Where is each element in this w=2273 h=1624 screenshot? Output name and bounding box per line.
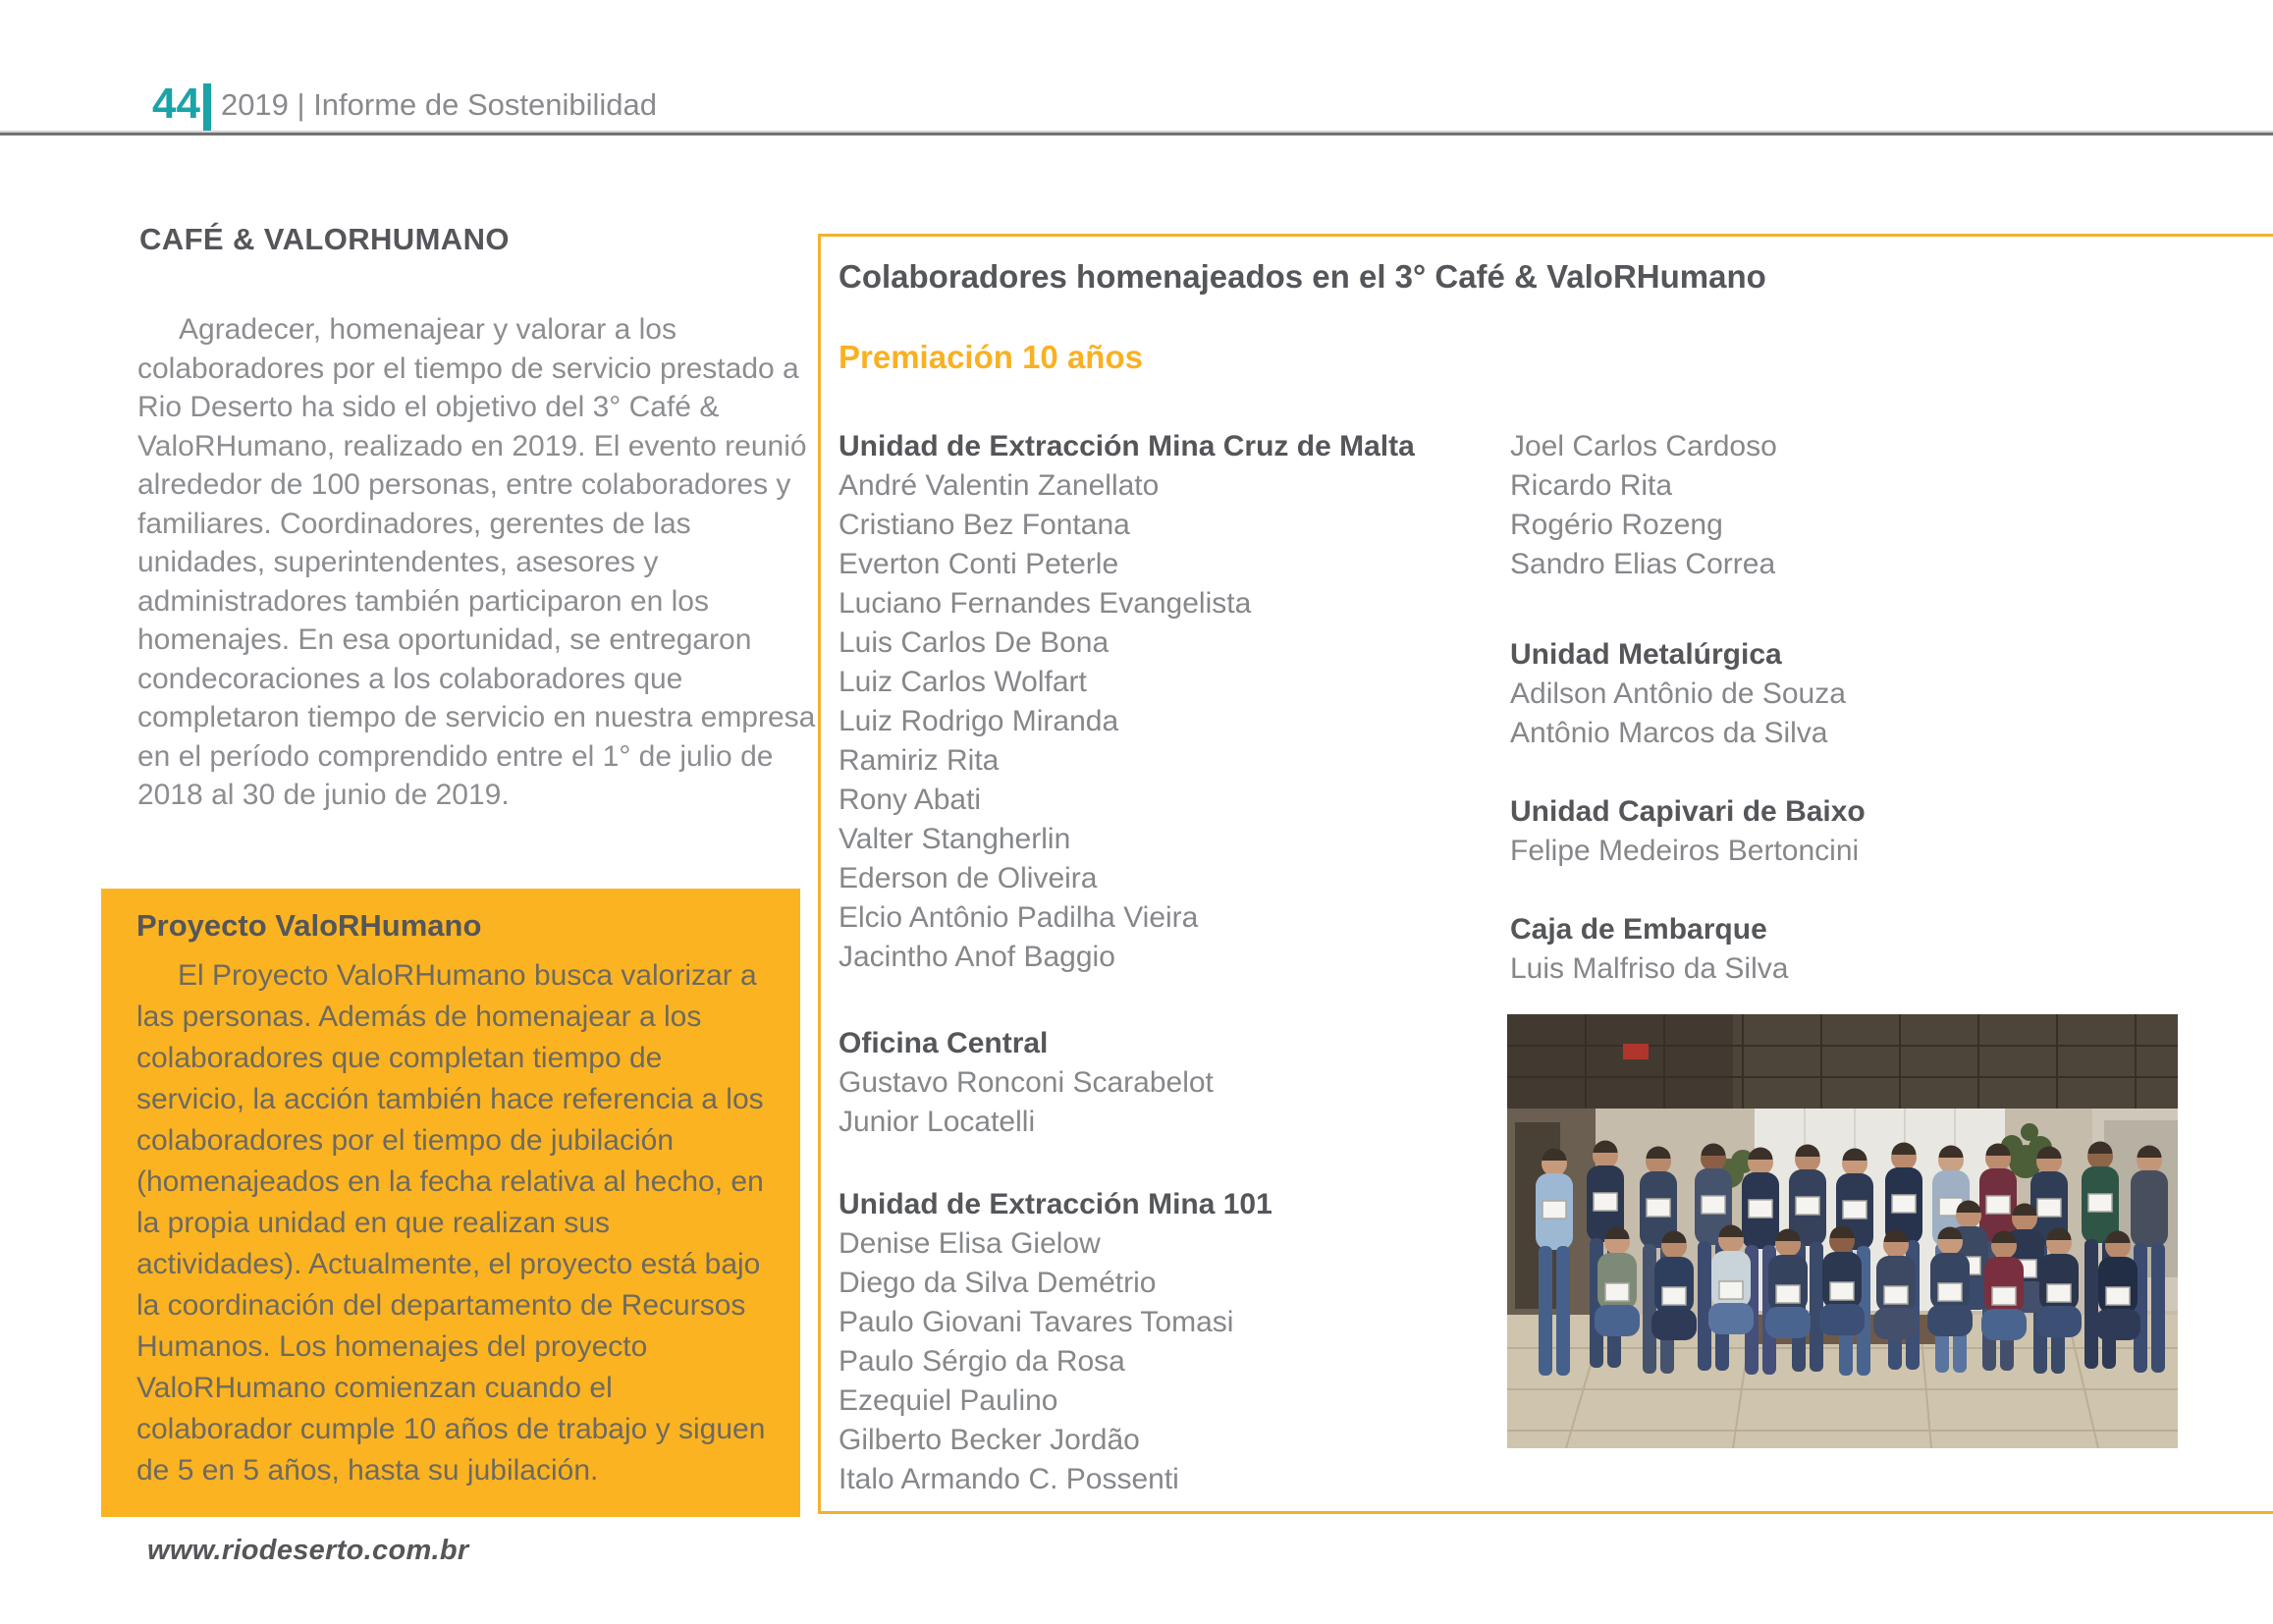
honoree-name: Paulo Giovani Tavares Tomasi [839,1306,1234,1338]
panel-subtitle: Premiación 10 años [839,339,1143,375]
honoree-name: Diego da Silva Demétrio [839,1267,1157,1299]
group-heading: Oficina Central [839,1027,1049,1059]
honoree-name: Ederson de Oliveira [839,862,1098,894]
honoree-name: Antônio Marcos da Silva [1510,717,1828,749]
panel-title: Colaboradores homenajeados en el 3° Café & ValoRHumano [839,258,1766,295]
page-header [152,82,657,126]
honoree-name: Denise Elisa Gielow [839,1227,1101,1260]
honoree-name: Adilson Antônio de Souza [1510,677,1846,710]
header-rule [0,131,2273,135]
honoree-name: Luiz Rodrigo Miranda [839,705,1119,737]
teal-divider-bar [203,83,211,133]
honoree-name: Luis Carlos De Bona [839,626,1109,659]
honoree-name: Elcio Antônio Padilha Vieira [839,901,1199,934]
highlight-box-title: Proyecto ValoRHumano [136,908,482,943]
honoree-name: Luciano Fernandes Evangelista [839,587,1252,620]
honoree-group [839,1024,1496,1142]
honoree-group [839,1185,1496,1499]
honoree-name: Gilberto Becker Jordão [839,1424,1140,1456]
honoree-name: Gustavo Ronconi Scarabelot [839,1066,1214,1099]
footer-url[interactable]: www.riodeserto.com.br [147,1535,469,1566]
honorees-panel [818,234,2273,1514]
honoree-name: Joel Carlos Cardoso [1510,430,1777,462]
honoree-group [1510,635,2148,753]
honoree-name: Ricardo Rita [1510,469,1673,502]
group-heading: Caja de Embarque [1510,913,1767,946]
page-number: 44 [152,80,200,128]
honoree-group [1510,792,2148,871]
honoree-name: Everton Conti Peterle [839,548,1119,580]
section-title: CAFÉ & VALORHUMANO [139,222,510,256]
section-paragraph: Agradecer, homenajear y valorar a los colaboradores por el tiempo de servicio prestado a Rio Deserto ha sido el objetivo del 3° Café & ValoRHumano, realizado en 2019. El evento reunió alrededor de 100 personas, entre colaboradores y familiares. Coordinadores, gerentes de las unidades, superintendentes, asesores y administradores también participaron en los homenajes. En esa oportunidad, se entregaron condecoraciones a los colaboradores que completaron tiempo de servicio en nuestra empresa en el período comprendido entre el 1° de julio de 2018 al 30 de junio de 2019. [137,313,816,811]
honorees-column-2 [1510,427,2148,989]
honoree-name: Felipe Medeiros Bertoncini [1510,835,1860,867]
honoree-name: Rony Abati [839,784,982,816]
honoree-name: Luiz Carlos Wolfart [839,666,1087,698]
honoree-name: Jacintho Anof Baggio [839,941,1115,973]
honorees-column-1 [839,427,1496,1499]
honoree-name: Paulo Sérgio da Rosa [839,1345,1125,1378]
honoree-group [1510,427,2148,584]
group-photo [1507,1014,2178,1448]
honoree-group [1510,910,2148,989]
highlight-box-paragraph: El Proyecto ValoRHumano busca valorizar a las personas. Además de homenajear a los colaboradores que completan tiempo de servicio, la acción también hace referencia a los colaboradores por el tiempo de jubilación (homenajeados en la fecha relativa al hecho, en la propia unidad en que realizan sus actividades). Actualmente, el proyecto está bajo la coordinación del departamento de Recursos Humanos. Los homenajes del proyecto ValoRHumano comienzan cuando el colaborador cumple 10 años de trabajo y siguen de 5 en 5 años, hasta su jubilación. [136,959,766,1487]
honoree-name: Cristiano Bez Fontana [839,509,1130,541]
honoree-name: Italo Armando C. Possenti [839,1463,1179,1495]
honoree-name: Valter Stangherlin [839,823,1071,855]
honoree-group [839,427,1496,977]
group-heading: Unidad de Extracción Mina Cruz de Malta [839,430,1415,462]
honoree-name: Rogério Rozeng [1510,509,1723,541]
group-heading: Unidad Capivari de Baixo [1510,795,1866,828]
highlight-box [101,889,800,1517]
honoree-name: Luis Malfriso da Silva [1510,952,1789,985]
group-heading: Unidad Metalúrgica [1510,638,1782,671]
report-title: 2019 | Informe de Sostenibilidad [220,87,658,122]
honoree-name: Sandro Elias Correa [1510,548,1776,580]
honoree-name: Junior Locatelli [839,1106,1036,1138]
group-heading: Unidad de Extracción Mina 101 [839,1188,1272,1220]
honoree-name: André Valentin Zanellato [839,469,1160,502]
honoree-name: Ezequiel Paulino [839,1384,1058,1417]
honoree-name: Ramiriz Rita [839,744,1000,777]
